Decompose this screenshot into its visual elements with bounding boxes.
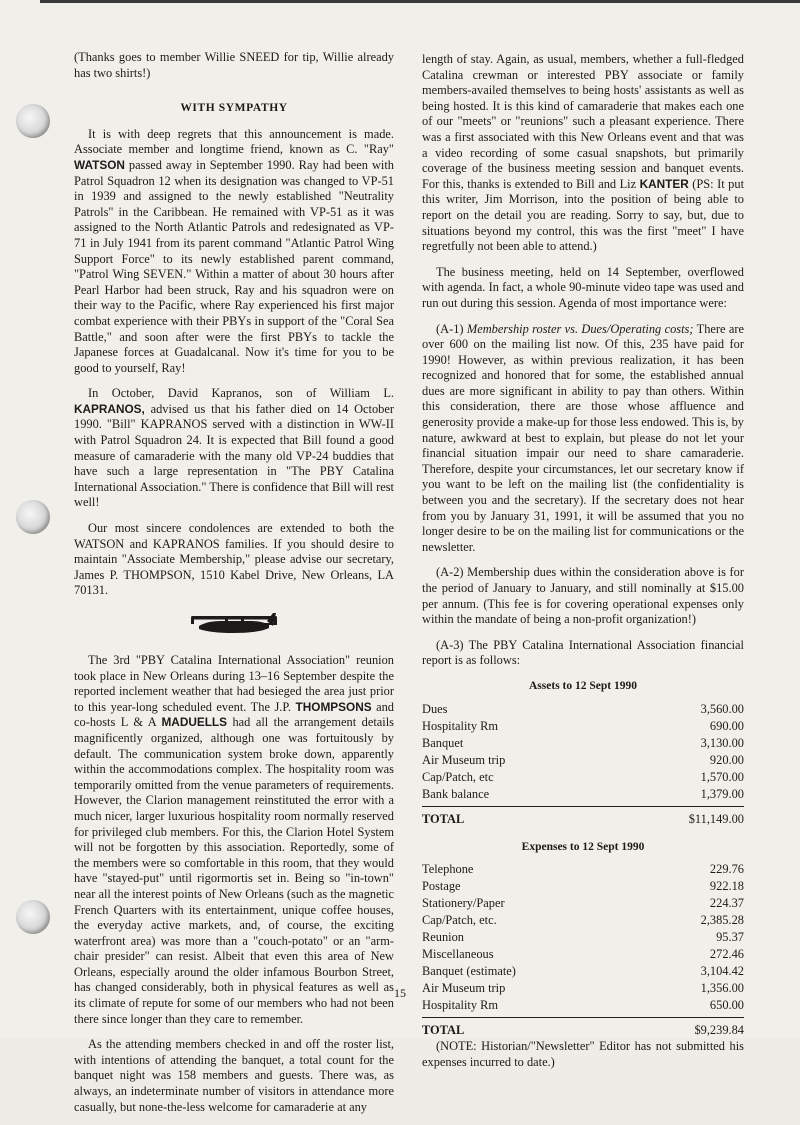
asset-row [422,786,744,803]
reunion-paragraph: The 3rd "PBY Catalina International Association" reunion took place in New Orleans during 13–16 September despite the reported inclement weather that had besieged the area just prior to this year-long scheduled event. The J.P. THOMPSONS and co-hosts L & A MADUELLS had all the arrangement details magnificently organized, although one was fortuitously by default. The communication system broke down, apparently within the accommodations complex. The hospitality room was temporarily omitted from the venue parameters of requirements. However, the Clarion management reinstituted the error with a much nicer, larger luxurious hospitality room normally reserved for privileged club members. For this, the Clarion Hotel System will not be forgotten by this association. Reportedly, some of the members were so comfortable in this room, that they would have "stayed-put" until rigormortis set in. Being so "in-town" near all the interest points of New Orleans (such as the magnetic French Quarters with its entertainment, unique coffee houses, the everyday active markets, and, of course, the exciting waterfront area) was more than a "couch-potato" or an "arm-chair presider" can resist. Albeit that even this area of New Orleans, especially around the older infamous Bourbon Street, has changed considerably, both in physical features as well as its climate of repute for some of our members who had not been there since longer than they care to remember. [74,653,394,1026]
expense-row-label: Stationery/Paper [422,896,505,911]
expense-row-amount: 2,385.28 [700,913,744,928]
expense-row-label: Postage [422,879,461,894]
expense-row-label: Air Museum trip [422,981,506,996]
expense-row-amount: 922.18 [709,879,744,894]
asset-row [422,735,744,752]
page-number: 15 [394,986,406,1000]
asset-row [422,718,744,735]
agenda-a3-paragraph: (A-3) The PBY Catalina International Association financial report is as follows: [422,637,744,668]
asset-row-amount: 3,560.00 [700,701,744,716]
asset-row-label: Cap/Patch, etc [422,769,494,784]
expense-row-label: Hospitality Rm [422,998,499,1013]
expense-row [422,895,744,912]
expense-row-label: Miscellaneous [422,947,494,962]
expense-row-amount: 1,356.00 [700,981,744,996]
binder-hole-bottom [16,900,50,934]
expense-row [422,861,744,878]
assets-total-amount: $11,149.00 [688,811,744,826]
asset-row-label: Hospitality Rm [422,718,499,733]
thanks-paragraph: (Thanks goes to member Willie SNEED for tip, Willie already has two shirts!) [74,50,394,80]
expenses-total-amount: $9,239.84 [694,1023,744,1038]
historian-note: (NOTE: Historian/"Newsletter" Editor has not submitted his expenses incurred to date.) [422,1039,744,1069]
binder-hole-middle [16,500,50,534]
assets-total-row [422,811,744,828]
asset-row-label: Air Museum trip [422,752,506,767]
agenda-a1-paragraph: (A-1) Membership roster vs. Dues/Operating costs; There are over 600 on the mailing list now. Of this, 235 have paid for 1990! However, as within previous realization, it has been recognized and honored that for some, the established annual dues are more significant in ability to pay than others. Within this consideration, there are those whose affluence and generosity provide a make-up for those less endowed. This is, by nature, awkward at best to explain, but please do not let your financial situation impair our need to share camaraderie. Therefore, despite your circumstances, let our secretary know if you want to be left on the mailing list (the confidentiality is between you and the secretary). If the secretary does not hear from you by January 31, 1991, it will be assumed that you no longer desire to be on the mailing list for communications or the newsletter. [422,321,744,554]
expense-row-label: Telephone [422,862,474,877]
expense-row [422,929,744,946]
asset-row [422,752,744,769]
assets-total-label: TOTAL [422,811,465,826]
top-edge-line [40,0,800,3]
banquet-paragraph: As the attending members checked in and off the roster list, with intentions of attending the banquet, a total count for the banquet night was 158 members and guests. There was, as always, an indeterminate number of visitors in attendance more casually, but none-the-less welcome for camaraderie at any [74,1037,394,1114]
business-meeting-paragraph: The business meeting, held on 14 September, overflowed with agenda. In fact, a whole 90-minute video tape was used and run out during this session. Agenda of most importance were: [422,264,744,310]
asset-row-amount: 3,130.00 [700,735,744,750]
expenses-title: Expenses to 12 Sept 1990 [521,840,645,853]
expense-row-amount: 95.37 [716,930,744,945]
expense-row-amount: 650.00 [709,998,744,1013]
asset-row [422,701,744,718]
expenses-total-label: TOTAL [422,1023,465,1038]
assets-total-rule [422,806,744,807]
expense-row-amount: 224.37 [709,896,744,911]
expense-row-label: Reunion [422,930,464,945]
expense-row-label: Cap/Patch, etc. [422,913,497,928]
condolences-paragraph: Our most sincere condolences are extended to both the WATSON and KAPRANOS families. If you should desire to maintain "Associate Membership," please advise our secretary, James P. THOMPSON, 1510 Kabel Drive, New Orleans, LA 70131. [74,521,394,598]
right-column [422,52,744,1080]
watson-paragraph: It is with deep regrets that this announcement is made. Associate member and longtime friend, known as C. "Ray" WATSON passed away in September 1990. Ray had been with Patrol Squadron 12 when its designation was changed to VP-51 in 1939 and assigned to the newly established "Neutrality Patrols" in the Caribbean. He remained with VP-51 as it was assigned to the North Atlantic Patrols and redesignated as VP-71 in July 1941 from its parent command "Atlantic Patrol Wing Support Force" to its newly established parent command, "Patrol Wing SEVEN." Within a matter of about 30 hours after Pearl Harbor had been struck, Ray and his squadron were on their way to the Pacific, where Ray experienced his first major combat experience with their PBYs in support of the "Coral Sea Battle," and soon after were the first PBYs to tackle the Japanese forces at Guadalcanal. Now it's time for you to be good to yourself, Ray! [74,126,394,375]
stay-paragraph: length of stay. Again, as usual, members, whether a full-fledged Catalina crewman or interested PBY associate or family members-availed themselves to being hosts' assistants as well as being hosted. It is this kind of camaraderie that makes each one of our "meets" or "reunions" such a pleasant experience. There was a first associated with this New Orleans event and that was a video recording of some casual snapshots, but primarily coverage of the business meeting session and banquet events. For this, thanks is extended to Bill and Liz KANTER (PS: It put this writer, Jim Morrison, into the position of being able to report on the detail you are reading. Sorry to say, but, due to situations beyond my control, this was the first "meet" I have regretfully not been able to attend.) [422,52,745,254]
assets-list [422,701,744,803]
expense-row-amount: 272.46 [709,947,744,962]
expense-row-label: Banquet (estimate) [422,964,516,979]
expenses-total-row [422,1022,744,1039]
asset-row-label: Bank balance [422,786,490,801]
asset-row-label: Banquet [422,735,464,750]
asset-row-label: Dues [422,701,448,716]
left-column [74,50,394,1125]
asset-row-amount: 1,570.00 [700,769,744,784]
agenda-a2-paragraph: (A-2) Membership dues within the consideration above is for the period of January to January, and still nominally at $15.00 per annum. (This fee is for covering operational expenses only within the mandate of being a non-profit organization!) [422,565,744,627]
expense-row [422,878,744,895]
asset-row-amount: 920.00 [709,752,744,767]
binder-hole-top [16,104,50,138]
expenses-total-rule [422,1017,744,1018]
pby-catalina-plane-icon [189,609,279,639]
kapranos-paragraph: In October, David Kapranos, son of William L. KAPRANOS, advised us that his father died on 14 October 1990. "Bill" KAPRANOS served with a distinction in WW-II with Patrol Squadron 24. It is expected that Bill found a good measure of camaraderie with the many old VP-24 buddies that have such a large representation in "The PBY Catalina International Association." There is confidence that Bill will rest well! [74,386,394,510]
expense-row [422,946,744,963]
expense-row [422,963,744,980]
expense-row-amount: 3,104.42 [700,964,744,979]
expense-row-amount: 229.76 [709,862,744,877]
asset-row-amount: 1,379.00 [700,786,744,801]
expense-row [422,912,744,929]
sympathy-heading: WITH SYMPATHY [180,102,288,115]
asset-row-amount: 690.00 [709,718,744,733]
asset-row [422,769,744,786]
assets-title: Assets to 12 Sept 1990 [529,679,637,692]
